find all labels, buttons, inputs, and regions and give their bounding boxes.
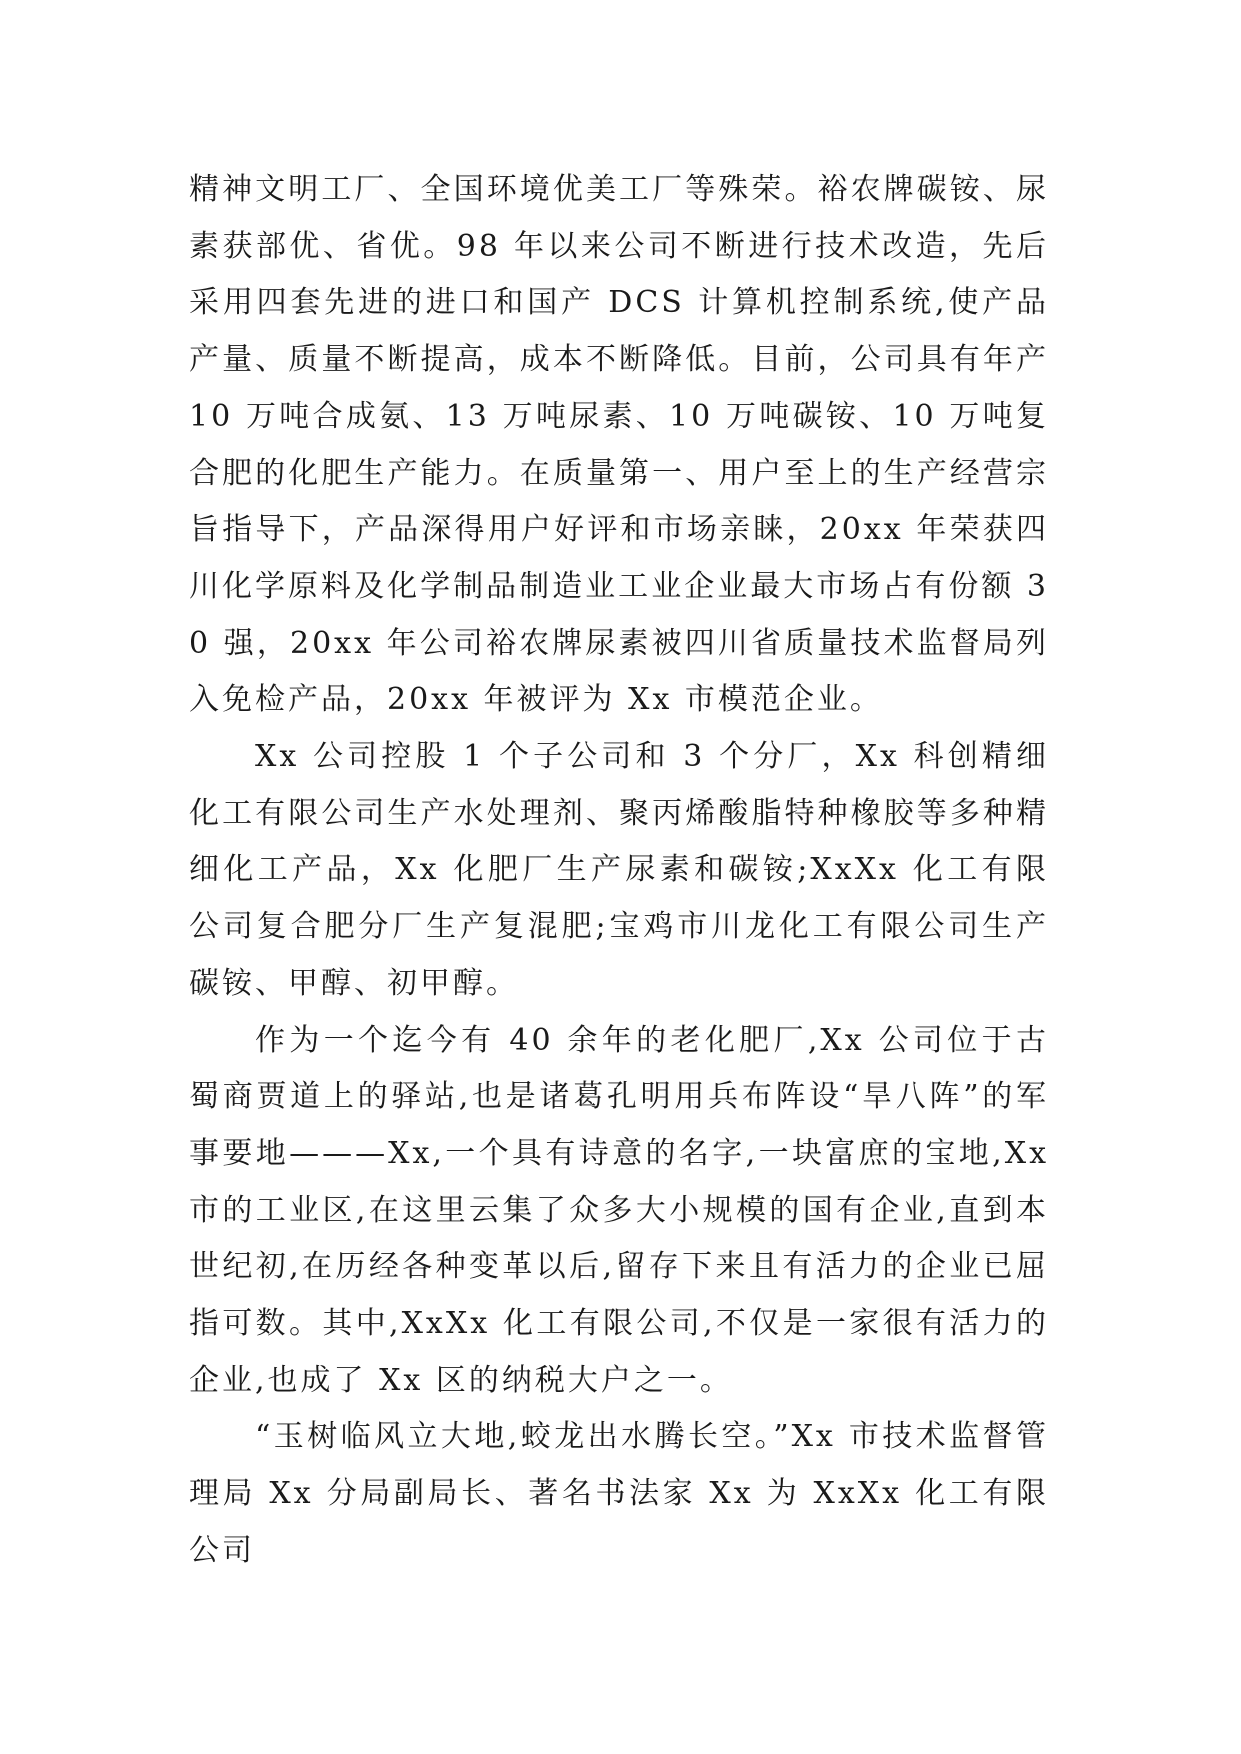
paragraph-calligraphy-quote: “玉树临风立大地,蛟龙出水腾长空。”Xx 市技术监督管理局 Xx 分局副局长、著名书法家 Xx 为 XxXx 化工有限公司 [189, 1419, 1049, 1568]
paragraph-company-honors: 精神文明工厂、全国环境优美工厂等殊荣。裕农牌碳铵、尿素获部优、省优。98 年以来公司不断进行技术改造，先后采用四套先进的进口和国产 DCS 计算机控制系统,使产品产量、质量不断提高，成本不断降低。目前，公司具有年产 10 万吨合成氨、13 万吨尿素、10 万吨碳铵、10 万吨复合肥的化肥生产能力。在质量第一、用户至上的生产经营宗旨指导下，产品深得用户好评和市场亲睐，20xx 年荣获四川化学原料及化学制品制造业工业企业最大市场占有份额 30 强，20xx 年公司裕农牌尿素被四川省质量技术监督局列入免检产品，20xx 年被评为 Xx 市模范企业。 [189, 172, 1049, 718]
paragraph-company-history: 作为一个迄今有 40 余年的老化肥厂,Xx 公司位于古蜀商贾道上的驿站,也是诸葛孔明用兵布阵设“旱八阵”的军事要地———Xx,一个具有诗意的名字,一块富庶的宝地,Xx 市的工业区,在这里云集了众多大小规模的国有企业,直到本世纪初,在历经各种变革以后,留存下来且有活力的企业已屈指可数。其中,XxXx 化工有限公司,不仅是一家很有活力的企业,也成了 Xx 区的纳税大户之一。 [189, 1022, 1049, 1398]
paragraph-subsidiaries: Xx 公司控股 1 个子公司和 3 个分厂，Xx 科创精细化工有限公司生产水处理剂、聚丙烯酸脂特种橡胶等多种精细化工产品，Xx 化肥厂生产尿素和碳铵;XxXx 化工有限公司复合肥分厂生产复混肥;宝鸡市川龙化工有限公司生产碳铵、甲醇、初甲醇。 [189, 739, 1049, 1001]
document-body [189, 162, 1049, 1580]
